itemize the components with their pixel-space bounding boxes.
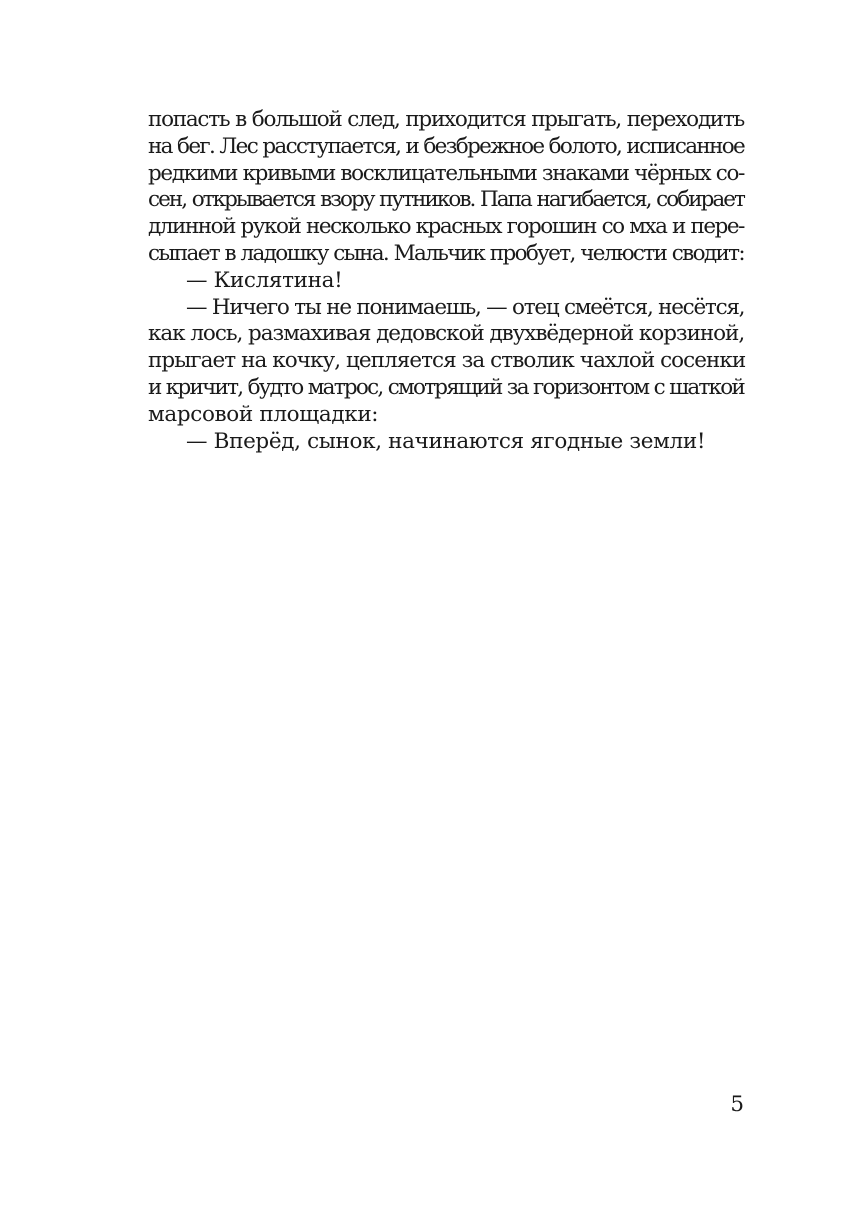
- text-line: и кричит, будто матрос, смотрящий за горизонтом с шаткой: [148, 374, 744, 400]
- text-line: как лось, размахивая дедовской двухвёдерной корзиной,: [148, 321, 745, 347]
- dialogue-line: — Ничего ты не понимаешь, — отец смеётся, несётся,: [186, 294, 745, 320]
- dialogue-line: — Кислятина!: [186, 267, 343, 293]
- text-line: редкими кривыми восклицательными знаками чёрных со-: [148, 160, 745, 186]
- text-line: длинной рукой несколько красных горошин со мха и пере-: [148, 214, 744, 240]
- text-line: на бег. Лес расступается, и безбрежное болото, исписанное: [148, 133, 745, 159]
- text-line: сен, открывается взору путников. Папа нагибается, собирает: [148, 187, 744, 213]
- text-line: марсовой площадки:: [148, 401, 379, 427]
- text-line: сыпает в ладошку сына. Мальчик пробует, челюсти сводит:: [148, 240, 744, 266]
- text-line: прыгает на кочку, цепляется за стволик чахлой сосенки: [148, 348, 746, 374]
- dialogue-line: — Вперёд, сынок, начинаются ягодные земли!: [186, 428, 706, 454]
- body-text: [148, 107, 744, 455]
- text-line: попасть в большой след, приходится прыгать, переходить: [148, 107, 744, 132]
- page-number: 5: [730, 1092, 744, 1117]
